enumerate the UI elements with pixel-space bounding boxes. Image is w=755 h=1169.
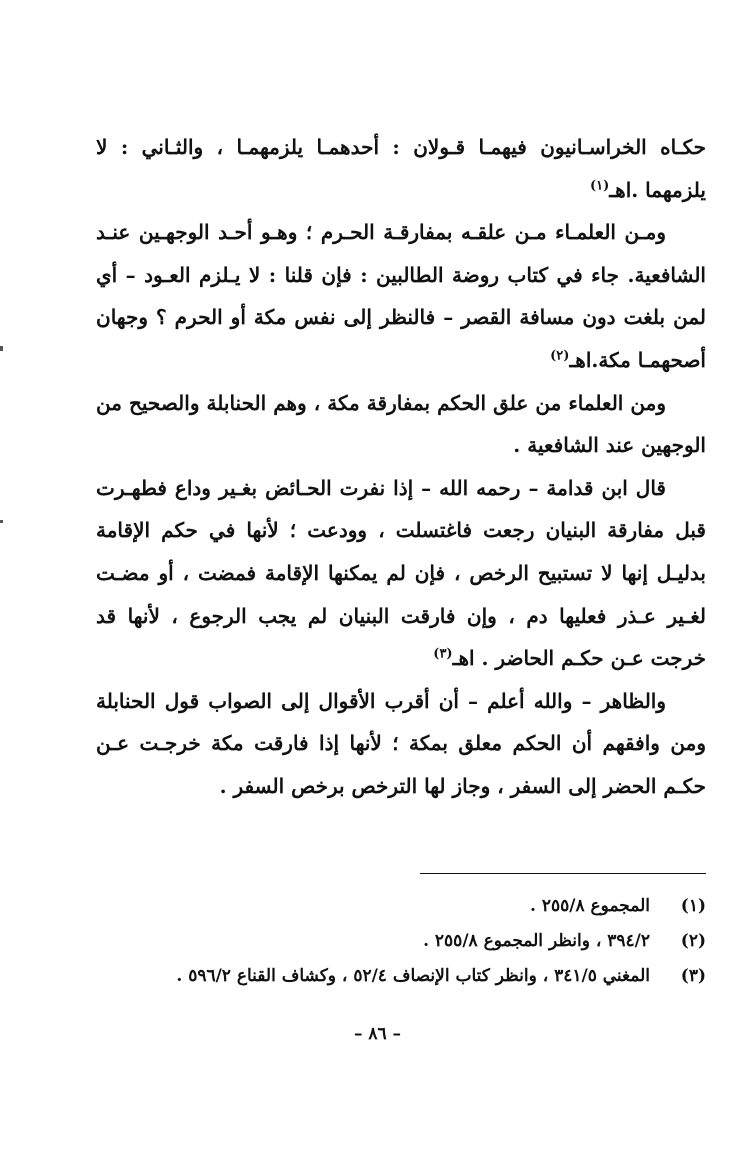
paragraph-1	[96, 126, 706, 211]
footnote-number: (١)	[680, 896, 706, 916]
scan-margin-mark	[0, 520, 3, 523]
footnote-1	[96, 889, 706, 924]
footnote-2	[96, 924, 706, 959]
footnote-separator	[420, 873, 706, 874]
paragraph-text: والظاهر – والله أعلم – أن أقرب الأقوال إلى الصواب قول الحنابلة ومن وافقهم أن الحكم معلق بمكة ؛ لأنها إذا فارقت مكة خرجـت عـن حكـم الحضر إلى السفر ، وجاز لها الترخص برخص السفر .	[96, 688, 706, 798]
paragraph-text: حكـاه الخراسـانيون فيهمـا قـولان : أحدهمـا يلزمهمـا ، والثـاني : لا يلزمهما .اهـ	[96, 135, 706, 202]
paragraph-4	[96, 467, 706, 680]
footnote-number: (٢)	[680, 931, 706, 951]
scan-margin-mark	[0, 346, 3, 351]
paragraph-2	[96, 211, 706, 381]
paragraph-text: ومن العلماء من علق الحكم بمفارقة مكة ، وهم الحنابلة والصحيح من الوجهين عند الشافعية .	[96, 390, 706, 458]
paragraph-text: ومـن العلمـاء مـن علقـه بمفارقـة الحـرم ؛ وهـو أحـد الوجهـين عنـد الشافعية. جاء في كتاب روضة الطالبين : فإن قلنا : لا يـلزم العـود – أي لمن بلغت دون مسافة القصر – فالنظر إلى نفس مكة أو الحرم ؟ وجهان أصحهمـا مكة.اهـ	[96, 220, 706, 372]
footnotes	[96, 889, 706, 994]
paragraph-text: قال ابن قدامة – رحمه الله – إذا نفرت الحـائض بغـير وداع فطهـرت قبل مفارقة البنيان رجعت فاغتسلت ، وودعت ؛ لأنها في حكم الإقامة بدليـل إنها لا تستبيح الرخص ، فإن لم يمكنها الإقامة فمضت ، أو مضـت لغـير عـذر فعليها دم ، وإن فارقت البنيان لم يجب الرجوع ، لأنها قد خرجت عـن حكـم الحاضر . اهـ	[96, 475, 706, 671]
footnote-ref-3: (٣)	[433, 646, 453, 662]
footnote-3	[96, 959, 706, 994]
page-number: – ٨٦ –	[353, 1024, 402, 1044]
footnote-text: المغني ٣٤١/٥ ، وانظر كتاب الإنصاف ٥٢/٤ ، وكشاف القناع ٥٩٦/٢ .	[176, 966, 650, 986]
footnote-ref-2: (٢)	[550, 348, 570, 364]
paragraph-3	[96, 382, 706, 467]
paragraph-5	[96, 680, 706, 808]
footnote-text: المجموع ٢٥٥/٨ .	[530, 896, 650, 916]
body-text	[96, 126, 706, 808]
footnote-number: (٣)	[680, 966, 706, 986]
footnote-ref-1: (١)	[590, 177, 610, 193]
footnote-text: ٣٩٤/٢ ، وانظر المجموع ٢٥٥/٨ .	[423, 931, 650, 951]
